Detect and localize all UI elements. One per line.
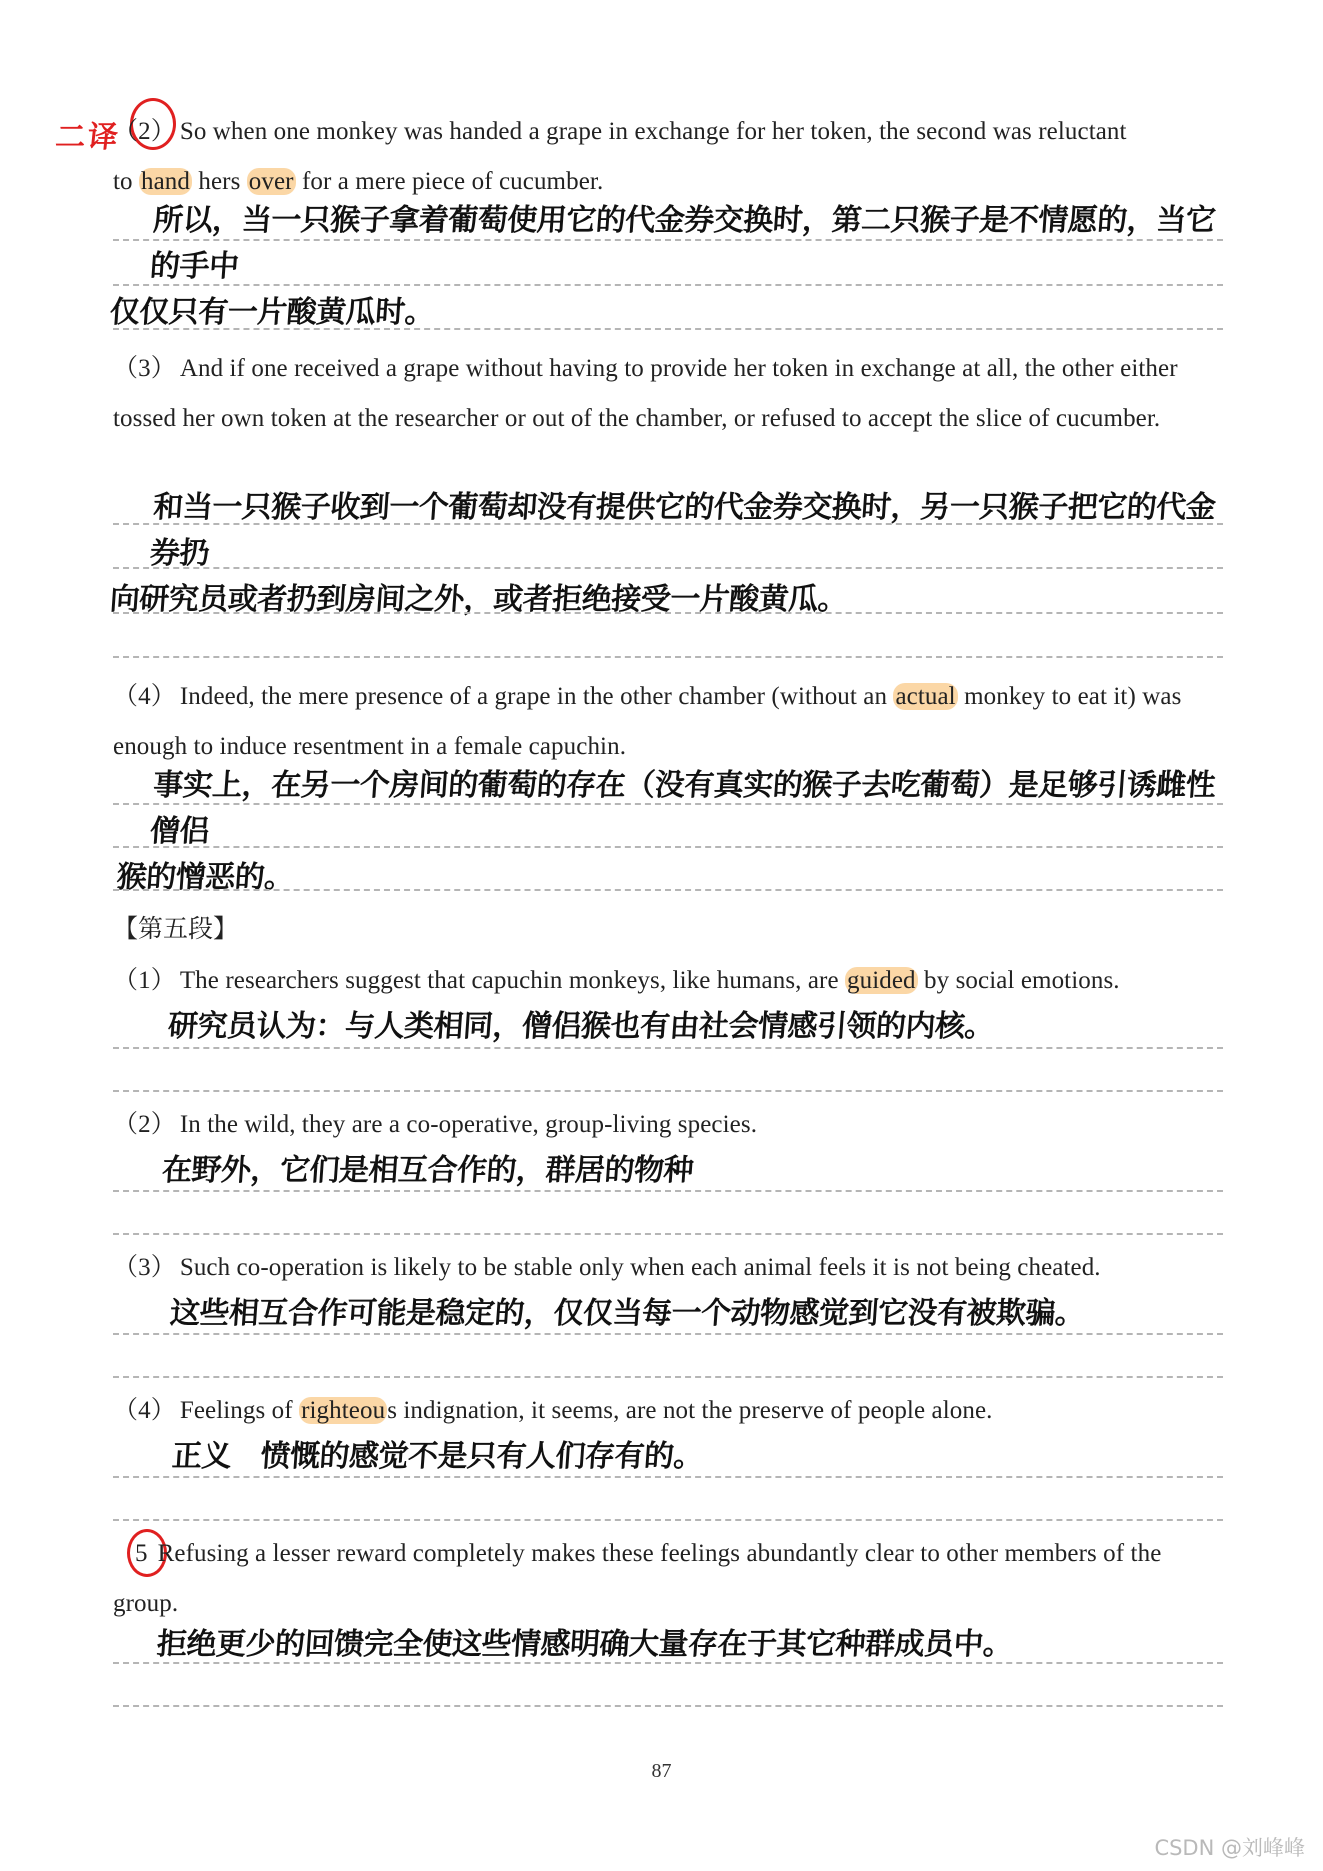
sentence-number: （1） bbox=[113, 967, 176, 994]
highlight-word: guided bbox=[847, 967, 916, 994]
highlight-word: over bbox=[248, 168, 294, 195]
sentence-number: （2） bbox=[113, 118, 176, 145]
handwritten-translation bbox=[160, 1148, 1243, 1194]
page-number: 87 bbox=[651, 1760, 672, 1782]
translation-line: 和当一只猴子收到一个葡萄却没有提供它的代金券交换时，另一只猴子把它的代金券扔 bbox=[148, 490, 1217, 571]
writing-line bbox=[113, 1090, 1223, 1092]
writing-line bbox=[113, 1047, 1223, 1049]
writing-line bbox=[113, 846, 1223, 848]
sentence-number: （4） bbox=[113, 683, 176, 710]
red-annotation-mark: 二译 bbox=[53, 120, 122, 155]
writing-line bbox=[113, 612, 1223, 614]
sentence-text: Feelings of bbox=[179, 1397, 300, 1424]
writing-line bbox=[113, 567, 1223, 569]
sentence-text: Such co-operation is likely to be stable only when each animal feels it is not being cheated. bbox=[179, 1254, 1101, 1281]
sentence-4 bbox=[113, 672, 1221, 772]
writing-line bbox=[113, 328, 1223, 330]
writing-line bbox=[113, 1190, 1223, 1192]
translation-line: 这些相互合作可能是稳定的，仅仅当每一个动物感觉到它没有被欺骗。 bbox=[168, 1296, 1086, 1331]
handwritten-translation bbox=[115, 763, 1235, 901]
translation-line: 向研究员或者扔到房间之外，或者拒绝接受一片酸黄瓜。 bbox=[108, 582, 849, 617]
translation-line: 事实上，在另一个房间的葡萄的存在（没有真实的猴子去吃葡萄）是足够引诱雌性僧侣 bbox=[148, 768, 1217, 849]
sentence-number: （4） bbox=[113, 1397, 176, 1424]
writing-line bbox=[113, 523, 1223, 525]
handwritten-translation bbox=[168, 1291, 1251, 1337]
sentence-number: （2） bbox=[113, 1111, 176, 1138]
highlight-word: actual bbox=[895, 683, 956, 710]
handwritten-translation bbox=[166, 1004, 1249, 1050]
sentence-text: for a mere piece of cucumber. bbox=[295, 168, 604, 195]
translation-line: 研究员认为：与人类相同，僧侣猴也有由社会情感引领的内核。 bbox=[166, 1009, 996, 1044]
handwritten-translation bbox=[108, 485, 1235, 623]
writing-line bbox=[113, 284, 1223, 286]
translation-line: 猴的憎恶的。 bbox=[115, 860, 296, 895]
sentence-text: s indignation, it seems, are not the preserve of people alone. bbox=[387, 1397, 993, 1424]
writing-line bbox=[113, 1476, 1223, 1478]
sentence-text: Indeed, the mere presence of a grape in the other chamber (without an bbox=[179, 683, 894, 710]
handwritten-translation bbox=[170, 1434, 1253, 1480]
writing-line bbox=[113, 656, 1223, 658]
section5-sentence-3 bbox=[113, 1243, 1221, 1293]
writing-line bbox=[113, 889, 1223, 891]
sentence-3 bbox=[113, 344, 1221, 444]
section5-sentence-5 bbox=[113, 1529, 1221, 1629]
translation-line: 所以，当一只猴子拿着葡萄使用它的代金券交换时，第二只猴子是不情愿的，当它的手中 bbox=[148, 203, 1217, 284]
highlight-word: hand bbox=[141, 168, 190, 195]
translation-line: 拒绝更少的回馈完全使这些情感明确大量存在于其它种群成员中。 bbox=[155, 1627, 1014, 1662]
highlight-word: righteou bbox=[301, 1397, 386, 1424]
sentence-2 bbox=[113, 107, 1221, 207]
watermark: CSDN @刘峰峰 bbox=[1154, 1836, 1305, 1860]
writing-line bbox=[113, 1333, 1223, 1335]
sentence-text: monkey to eat it) was enough to induce resentment in a female capuchin. bbox=[113, 683, 1182, 760]
handwritten-translation bbox=[108, 198, 1235, 336]
sentence-number: （3） bbox=[113, 355, 176, 382]
sentence-text: hers bbox=[192, 168, 247, 195]
sentence-text: The researchers suggest that capuchin monkeys, like humans, are bbox=[179, 967, 846, 994]
writing-line bbox=[113, 1519, 1223, 1521]
section-title: 【第五段】 bbox=[113, 914, 239, 943]
writing-line bbox=[113, 1705, 1223, 1707]
sentence-text: by social emotions. bbox=[917, 967, 1120, 994]
translation-line: 仅仅只有一片酸黄瓜时。 bbox=[108, 295, 436, 330]
writing-line bbox=[113, 1376, 1223, 1378]
writing-line bbox=[113, 239, 1223, 241]
section5-sentence-2 bbox=[113, 1100, 1221, 1150]
sentence-text: So when one monkey was handed a grape in exchange for her token, the second was reluctant bbox=[179, 118, 1127, 145]
sentence-text: to bbox=[113, 168, 139, 195]
translation-line: 正义 愤慨的感觉不是只有人们存有的。 bbox=[170, 1439, 705, 1474]
section5-sentence-1 bbox=[113, 956, 1221, 1006]
section5-sentence-4 bbox=[113, 1386, 1221, 1436]
writing-line bbox=[113, 1233, 1223, 1235]
writing-line bbox=[113, 803, 1223, 805]
sentence-number: 5 bbox=[135, 1540, 148, 1567]
translation-line: 在野外，它们是相互合作的，群居的物种 bbox=[160, 1153, 695, 1188]
writing-line bbox=[113, 1662, 1223, 1664]
sentence-text: Refusing a lesser reward completely makes these feelings abundantly clear to other members of the group. bbox=[113, 1540, 1162, 1617]
sentence-text: And if one received a grape without having to provide her token in exchange at all, the other either tossed her own token at the researcher or out of the chamber, or refused to accept the slice of cucumber. bbox=[113, 355, 1178, 432]
sentence-text: In the wild, they are a co-operative, group-living species. bbox=[179, 1111, 758, 1138]
sentence-number: （3） bbox=[113, 1254, 176, 1281]
